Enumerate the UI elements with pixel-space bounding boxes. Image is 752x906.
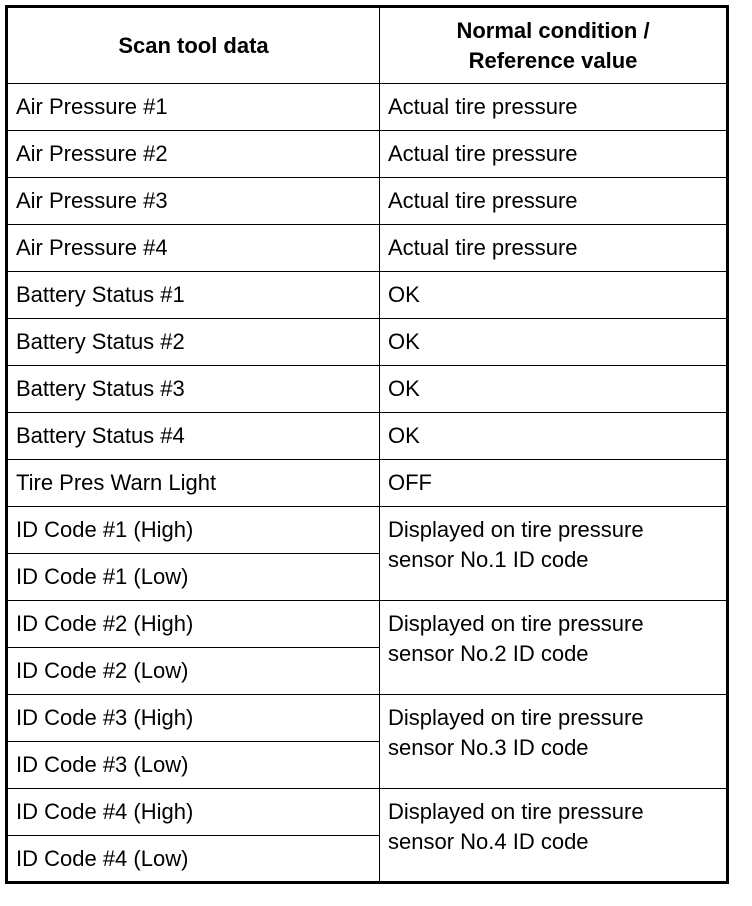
table-row [7, 789, 728, 836]
scan-tool-data-table [5, 5, 729, 884]
table-row [7, 272, 728, 319]
id-code-low: ID Code #3 (Low) [7, 742, 380, 789]
id-code-value-line2: sensor No.4 ID code [388, 829, 589, 854]
table-row [7, 131, 728, 178]
row-value: OK [380, 272, 728, 319]
table-row [7, 413, 728, 460]
id-code-low: ID Code #1 (Low) [7, 554, 380, 601]
header-reference-line1: Normal condition / [456, 17, 650, 43]
id-code-value [380, 507, 728, 601]
row-item: Battery Status #2 [7, 319, 380, 366]
id-code-value-line2: sensor No.1 ID code [388, 547, 589, 572]
row-value: Actual tire pressure [380, 225, 728, 272]
table-row [7, 366, 728, 413]
row-value: Actual tire pressure [380, 178, 728, 225]
id-code-high: ID Code #2 (High) [7, 601, 380, 648]
header-reference-line2: Reference value [468, 47, 638, 73]
table-row [7, 225, 728, 272]
id-code-high: ID Code #4 (High) [7, 789, 380, 836]
row-item: Air Pressure #4 [7, 225, 380, 272]
table-row [7, 601, 728, 648]
table-row [7, 460, 728, 507]
id-code-value-line1: Displayed on tire pressure [388, 799, 644, 824]
id-code-value-line2: sensor No.2 ID code [388, 641, 589, 666]
table-row [7, 507, 728, 554]
id-code-value-line1: Displayed on tire pressure [388, 705, 644, 730]
row-item: Air Pressure #1 [7, 84, 380, 131]
row-value: OK [380, 413, 728, 460]
row-value: Actual tire pressure [380, 84, 728, 131]
table-row [7, 84, 728, 131]
row-item: Battery Status #4 [7, 413, 380, 460]
id-code-value-line1: Displayed on tire pressure [388, 517, 644, 542]
table-row [7, 178, 728, 225]
row-item: Tire Pres Warn Light [7, 460, 380, 507]
id-code-low: ID Code #4 (Low) [7, 836, 380, 883]
id-code-value-line2: sensor No.3 ID code [388, 735, 589, 760]
table-row [7, 695, 728, 742]
row-item: Air Pressure #2 [7, 131, 380, 178]
row-item: Battery Status #1 [7, 272, 380, 319]
header-scan-tool-data: Scan tool data [7, 7, 380, 84]
id-code-value [380, 789, 728, 883]
row-value: Actual tire pressure [380, 131, 728, 178]
id-code-high: ID Code #3 (High) [7, 695, 380, 742]
row-value: OFF [380, 460, 728, 507]
header-reference-value [380, 7, 728, 84]
id-code-low: ID Code #2 (Low) [7, 648, 380, 695]
header-row [7, 7, 728, 84]
id-code-high: ID Code #1 (High) [7, 507, 380, 554]
row-item: Battery Status #3 [7, 366, 380, 413]
row-value: OK [380, 319, 728, 366]
row-item: Air Pressure #3 [7, 178, 380, 225]
id-code-value [380, 601, 728, 695]
row-value: OK [380, 366, 728, 413]
table-row [7, 319, 728, 366]
id-code-value-line1: Displayed on tire pressure [388, 611, 644, 636]
id-code-value [380, 695, 728, 789]
